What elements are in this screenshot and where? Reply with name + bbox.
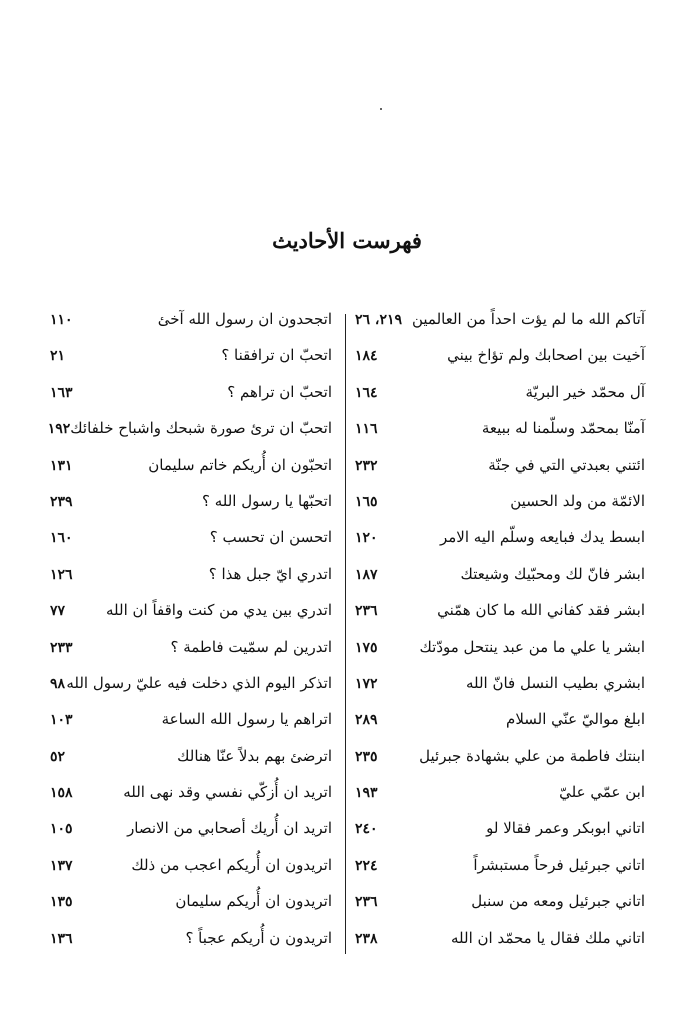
page-number: ٩٨ [50,675,66,692]
hadith-text: اتجحدون ان رسول الله آخئ [157,310,332,328]
page-number: ٢٣٨ [355,930,378,947]
hadith-text: ابلغ مواليّ عنّي السلام [506,710,645,729]
page-number: ١٧٥ [355,639,378,656]
hadith-text: اتاني جبرئيل فرحاً مستبشراً [473,855,645,874]
index-entry [355,819,645,855]
page-number: ٢١٩، ٢٦ [355,312,403,328]
hadith-text: اتدري ايّ جبل هذا ؟ [208,564,332,583]
index-entry [355,929,645,965]
index-entry [355,383,645,419]
hadith-text: الائمّة من ولد الحسين [510,491,645,510]
hadith-text: ابشري بطيب النسل فانّ الله [465,673,645,692]
page-number: ١٦٠ [50,530,73,547]
index-entry [50,565,332,601]
hadith-text: آتاكم الله ما لم يؤت احداً من العالمين [411,310,645,328]
page-number: ١٦٥ [355,493,378,510]
index-column-left [47,310,332,965]
column-divider [345,314,346,954]
hadith-text: ابن عمّي عليّ [559,783,645,802]
page-number: ٢٣٥ [355,748,378,765]
page-number: ٢٣٩ [50,493,73,510]
page-dot [380,108,382,110]
index-entry [355,674,645,710]
page-number: ٢٢٤ [355,857,378,874]
index-entry [355,601,645,637]
index-entry [50,710,332,746]
index-entry [355,419,645,455]
hadith-text: اتاني ابوبكر وعمر فقالا لو [486,819,645,838]
hadith-text: ائتني بعبدتي التي في جنّة [488,455,645,474]
index-entry [355,492,645,528]
index-entry [50,346,332,382]
hadith-text: اتحبّ ان ترئ صورة شبحك واشباح خلفائك [70,419,332,438]
page-number: ١٩٣ [355,785,378,802]
page-number: ١٣٧ [50,857,73,874]
index-entry [355,456,645,492]
page-number: ١٢٦ [50,566,73,583]
index-entry [50,456,332,492]
index-entry [50,528,332,564]
hadith-text: اتدري بين يدي من كنت واقفاً ان الله [105,601,332,620]
page-number: ١٣٥ [50,894,73,911]
hadith-text: ابشر فقد كفاني الله ما كان همّني [437,601,645,620]
page-number: ١١٦ [355,421,378,438]
hadith-text: اتريد ان أُريك أصحابي من الانصار [127,819,332,838]
index-entry [50,674,332,710]
hadith-text: اتحبّون ان أُريكم خاتم سليمان [148,455,332,474]
index-entry [50,601,332,637]
index-entry [50,856,332,892]
hadith-text: اتريدون ن أُريكم عجباً ؟ [185,928,332,947]
hadith-text: اتاني ملك فقال يا محمّد ان الله [450,928,645,947]
hadith-text: ابسط يدك فبايعه وسلّم اليه الامر [439,528,645,547]
index-entry [50,383,332,419]
page-number: ١٩٢ [47,421,71,438]
page-number: ٥٢ [50,748,66,765]
hadith-text: اتحسن ان تحسب ؟ [209,528,332,547]
page-number: ١١٠ [50,312,73,328]
hadith-text: اتريدون ان أُريكم سليمان [175,892,332,911]
hadith-text: اتريد ان أُزكّي نفسي وقد نهى الله [123,783,332,802]
page-number: ١٦٣ [50,384,73,401]
index-entry [355,892,645,928]
index-entry [50,310,332,346]
hadith-text: آل محمّد خير البريّة [525,382,645,401]
page-number: ٢٣٢ [355,457,378,474]
page-number: ١٧٢ [355,675,378,692]
hadith-text: ابشر يا علي ما من عبد ينتحل مودّتك [419,637,645,656]
hadith-text: ابنتك فاطمة من علي بشهادة جبرئيل [419,746,645,765]
index-entry [355,638,645,674]
page-number: ١٦٤ [355,384,378,401]
page-number: ٢٣٦ [355,603,378,620]
page-number: ١٨٧ [355,566,378,583]
hadith-text: اتذكر اليوم الذي دخلت فيه عليّ رسول الله [66,673,332,692]
page-number: ١٠٣ [50,712,73,729]
index-entry [355,310,645,346]
hadith-text: آخيت بين اصحابك ولم تؤاخ بيني [447,346,645,365]
page-number: ٢٤٠ [355,821,378,838]
hadith-text: اترضئ بهم بدلاً عنّا هنالك [177,746,332,765]
index-entry [50,892,332,928]
page-title: فهرست الأحاديث [272,228,422,253]
page-number: ٢٣٦ [355,894,378,911]
hadith-text: اتدرين لم سمّيت فاطمة ؟ [170,637,332,656]
index-entry [50,929,332,965]
hadith-text: اتحبّها يا رسول الله ؟ [201,491,332,510]
hadith-text: اتحبّ ان ترافقنا ؟ [221,346,332,365]
page-number: ٢١ [50,348,66,365]
index-entry [355,747,645,783]
index-entry [47,419,332,455]
page-number: ١٢٠ [355,530,378,547]
index-entry [50,747,332,783]
index-entry [355,528,645,564]
index-entry [355,856,645,892]
hadith-text: اتريدون ان أُريكم اعجب من ذلك [131,855,332,874]
page-number: ٧٧ [50,603,66,620]
index-entry [355,783,645,819]
page-number: ١٣٦ [50,930,73,947]
index-entry [50,783,332,819]
index-entry [355,710,645,746]
index-entry [50,492,332,528]
index-entry [355,565,645,601]
index-entry [50,819,332,855]
page-number: ٢٣٣ [50,639,73,656]
index-entry [355,346,645,382]
page-number: ١٨٤ [355,348,378,365]
page-number: ١٠٥ [50,821,73,838]
page-number: ١٣١ [50,457,73,474]
page-number: ١٥٨ [50,785,73,802]
hadith-text: اتحبّ ان تراهم ؟ [227,382,332,401]
hadith-text: آمنّا بمحمّد وسلّمنا له ببيعة [481,419,645,438]
hadith-text: اتاني جبرئيل ومعه من سنبل [471,892,645,911]
hadith-text: اتراهم يا رسول الله الساعة [161,710,332,729]
hadith-text: ابشر فانّ لك ومحبّيك وشيعتك [460,564,645,583]
index-entry [50,638,332,674]
page-number: ٢٨٩ [355,712,378,729]
index-column-right [355,310,645,965]
